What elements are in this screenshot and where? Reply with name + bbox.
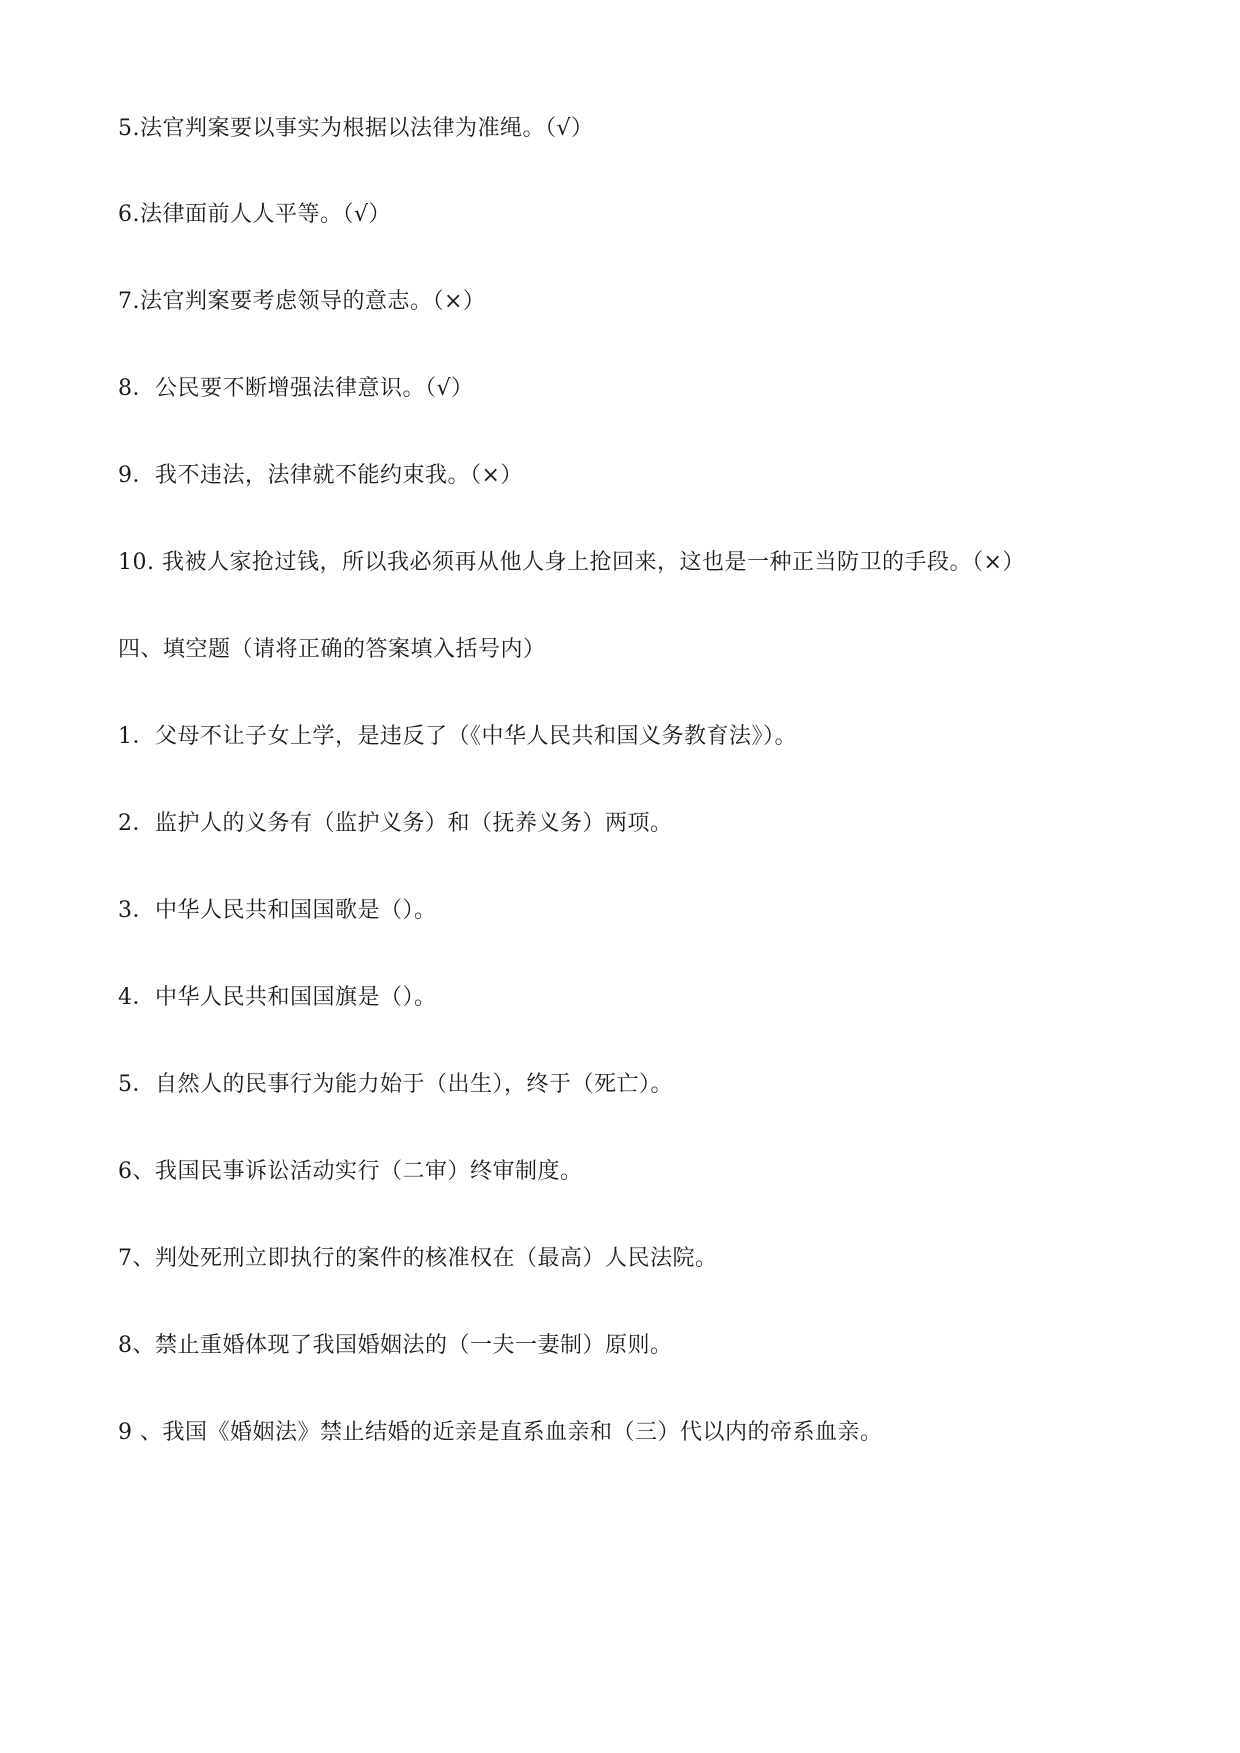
true-false-item-5: 5.法官判案要以事实为根据以法律为准绳。（√） (118, 116, 594, 141)
true-false-item-7: 7.法官判案要考虑领导的意志。（×） (118, 289, 486, 314)
section-heading-fill-in: 四、填空题（请将正确的答案填入括号内） (118, 637, 546, 662)
fill-in-item-8: 8、禁止重婚体现了我国婚姻法的（一夫一妻制）原则。 (118, 1333, 673, 1358)
fill-in-item-2: 2．监护人的义务有（监护义务）和（抚养义务）两项。 (118, 811, 673, 836)
fill-in-item-7: 7、判处死刑立即执行的案件的核准权在（最高）人民法院。 (118, 1246, 718, 1271)
true-false-item-6: 6.法律面前人人平等。（√） (118, 202, 392, 227)
fill-in-item-5: 5．自然人的民事行为能力始于（出生），终于（死亡）。 (118, 1072, 673, 1097)
fill-in-item-6: 6、我国民事诉讼活动实行（二审）终审制度。 (118, 1159, 583, 1184)
fill-in-item-1: 1．父母不让子女上学，是违反了（《中华人民共和国义务教育法》）。 (118, 724, 797, 749)
fill-in-item-9: 9 、我国《婚姻法》禁止结婚的近亲是直系血亲和（三）代以内的帝系血亲。 (118, 1420, 883, 1445)
true-false-item-10: 10. 我被人家抢过钱，所以我必须再从他人身上抢回来，这也是一种正当防卫的手段。（×） (118, 550, 1025, 575)
fill-in-item-4: 4．中华人民共和国国旗是（）。 (118, 985, 437, 1010)
true-false-item-8: 8．公民要不断增强法律意识。（√） (118, 376, 474, 401)
true-false-item-9: 9．我不违法，法律就不能约束我。（×） (118, 463, 523, 488)
fill-in-item-3: 3．中华人民共和国国歌是（）。 (118, 898, 437, 923)
